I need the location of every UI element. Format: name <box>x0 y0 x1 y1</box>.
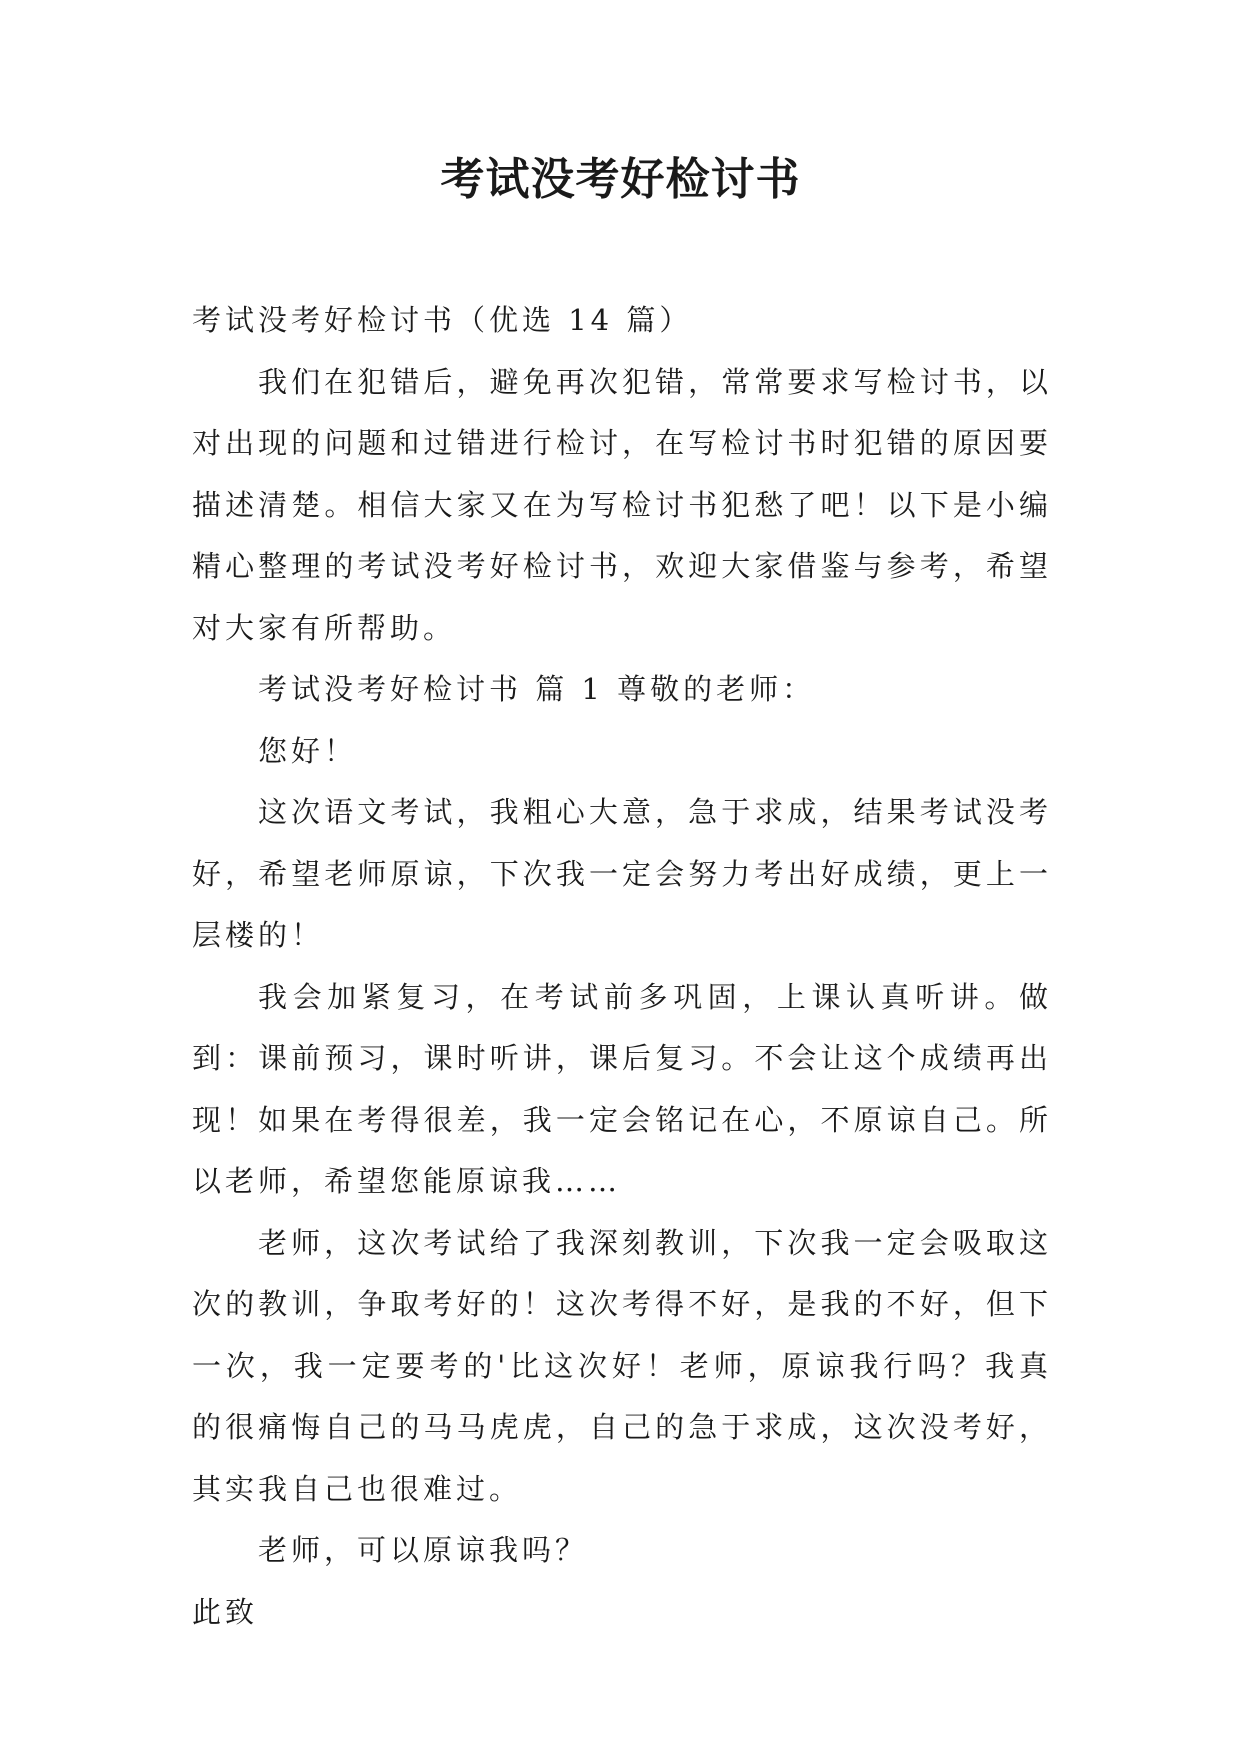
section-heading-paragraph: 考试没考好检讨书 篇 1 尊敬的老师： <box>258 672 816 706</box>
subtitle-paragraph: 考试没考好检讨书（优选 14 篇） <box>192 303 693 337</box>
body-paragraph: 这次语文考试，我粗心大意，急于求成，结果考试没考好，希望老师原谅，下次我一定会努力考出好成绩，更上一层楼的！ <box>192 795 1052 952</box>
body-paragraph: 老师，这次考试给了我深刻教训，下次我一定会吸取这次的教训，争取考好的！这次考得不好，是我的不好，但下一次，我一定要考的'比这次好！老师，原谅我行吗？我真的很痛悔自己的马马虎虎，自己的急于求成，这次没考好，其实我自己也很难过。 <box>192 1225 1052 1506</box>
question-paragraph: 老师，可以原谅我吗？ <box>258 1533 589 1567</box>
document-title: 考试没考好检讨书 <box>440 154 801 205</box>
greeting-paragraph: 您好！ <box>258 733 358 768</box>
closing-paragraph: 此致 <box>192 1594 259 1629</box>
intro-paragraph: 我们在犯错后，避免再次犯错，常常要求写检讨书，以对出现的问题和过错进行检讨，在写检讨书时犯错的原因要描述清楚。相信大家又在为写检讨书犯愁了吧！以下是小编精心整理的考试没考好检讨书，欢迎大家借鉴与参考，希望对大家有所帮助。 <box>192 364 1052 645</box>
document-body <box>192 290 1052 1643</box>
body-paragraph: 我会加紧复习，在考试前多巩固，上课认真听讲。做到：课前预习，课时听讲，课后复习。不会让这个成绩再出现！如果在考得很差，我一定会铭记在心，不原谅自己。所以老师，希望您能原谅我…… <box>192 979 1052 1198</box>
